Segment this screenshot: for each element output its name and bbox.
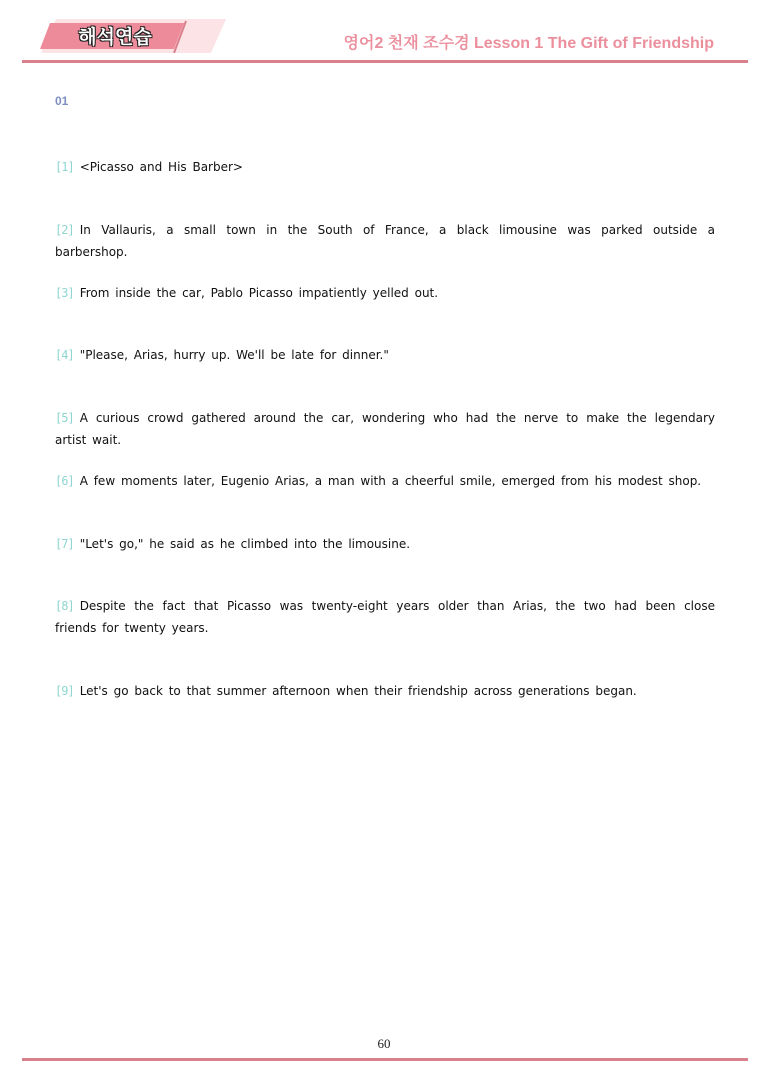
sentence-item [55, 407, 715, 451]
sentence-text: A few moments later, Eugenio Arias, a man with a cheerful smile, emerged from his modest shop. [79, 474, 702, 488]
sentence-text: "Let's go," he said as he climbed into the limousine. [79, 537, 411, 551]
sentence-item [55, 156, 715, 178]
sentence-item [55, 533, 715, 555]
page-header [0, 0, 768, 64]
sentence-item [55, 595, 715, 639]
header-divider [22, 60, 748, 63]
sentence-text: A curious crowd gathered around the car, wondering who had the nerve to make the legendary artist wait. [55, 411, 715, 447]
sentence-item [55, 344, 715, 366]
sentence-item [55, 470, 715, 492]
sentence-item [55, 219, 715, 263]
sentence-item [55, 680, 715, 702]
sentence-item [55, 282, 715, 304]
sentence-number: [4] [55, 348, 74, 362]
sentence-number: [1] [55, 160, 74, 174]
sentence-text: "Please, Arias, hurry up. We'll be late for dinner." [79, 348, 389, 362]
sentence-number: [7] [55, 537, 74, 551]
sentence-text: Let's go back to that summer afternoon when their friendship across generations began. [79, 684, 637, 698]
sentence-text: Despite the fact that Picasso was twenty-eight years older than Arias, the two had been close friends for twenty years. [55, 599, 715, 635]
sentence-text: From inside the car, Pablo Picasso impatiently yelled out. [79, 286, 439, 300]
section-number: 01 [55, 94, 69, 108]
sentence-text: In Vallauris, a small town in the South of France, a black limousine was parked outside a barbershop. [55, 223, 715, 259]
sentence-number: [6] [55, 474, 74, 488]
sentence-number: [9] [55, 684, 74, 698]
page-number: 60 [377, 1036, 391, 1051]
header-title: 영어2 천재 조수경 Lesson 1 The Gift of Friendship [343, 35, 714, 52]
sentence-number: [3] [55, 286, 74, 300]
sentence-number: [2] [55, 223, 74, 237]
sentence-number: [5] [55, 411, 74, 425]
header-tab-label: 해석연습 [78, 26, 152, 48]
sentence-number: [8] [55, 599, 74, 613]
sentence-text: <Picasso and His Barber> [79, 160, 243, 174]
footer-divider [22, 1058, 748, 1061]
